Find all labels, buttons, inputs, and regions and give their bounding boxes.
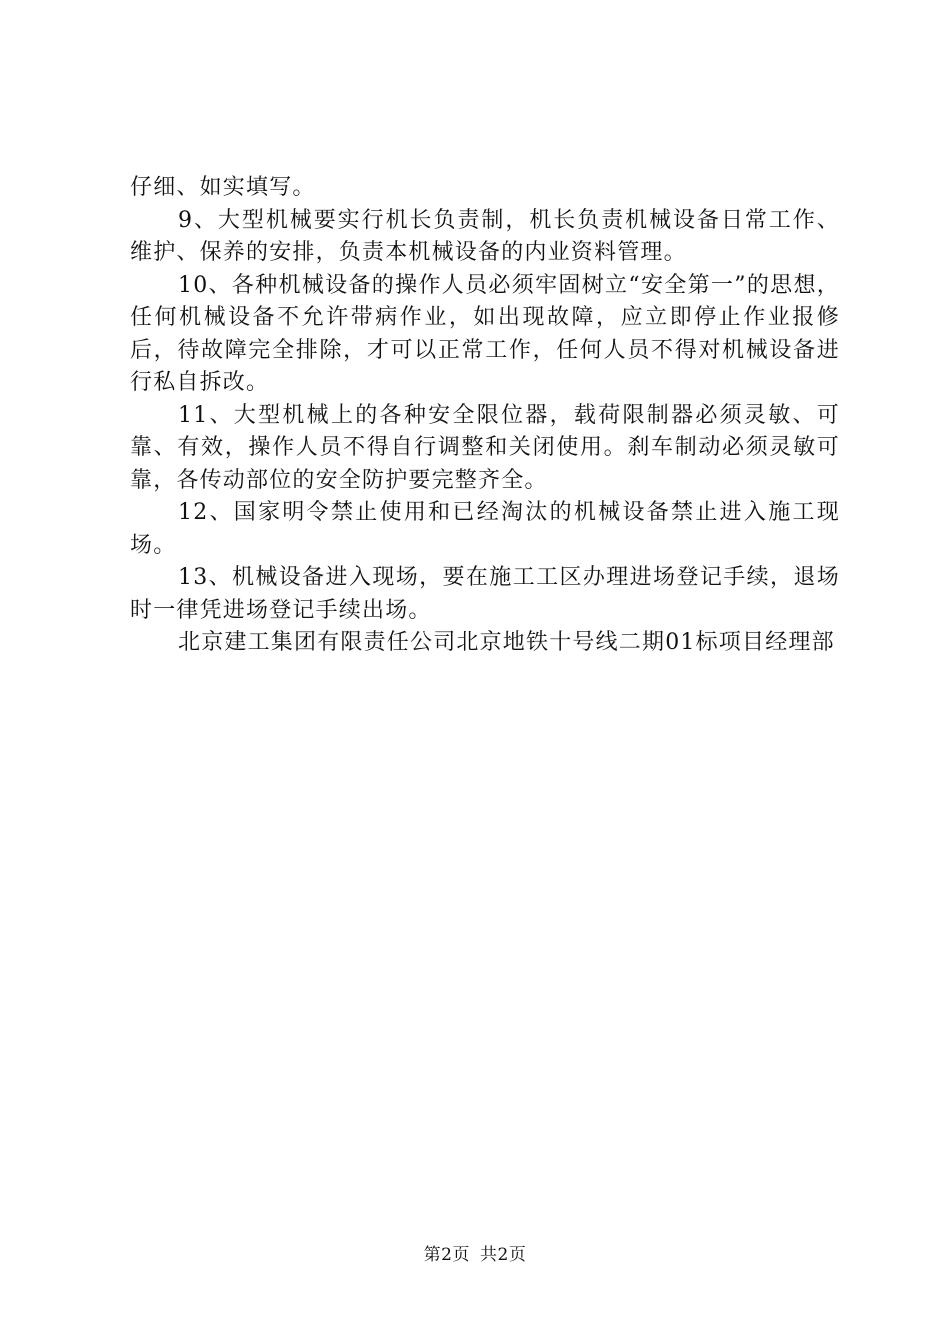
paragraph-item-10: 10、各种机械设备的操作人员必须牢固树立“安全第一”的思想，任何机械设备不允许带病作业，如出现故障，应立即停止作业报修后，待故障完全排除，才可以正常工作，任何人员不得对机械设备进行私自拆改。: [130, 272, 840, 395]
page-footer: [0, 1240, 950, 1265]
document-body: [130, 172, 840, 660]
paragraph-signature: 北京建工集团有限责任公司北京地铁十号线二期01标项目经理部: [178, 630, 835, 655]
page-number-total: 共2页: [480, 1245, 527, 1265]
paragraph-item-9: 9、大型机械要实行机长负责制，机长负责机械设备日常工作、维护、保养的安排，负责本机械设备的内业资料管理。: [130, 207, 840, 265]
paragraph-item-11: 11、大型机械上的各种安全限位器，载荷限制器必须灵敏、可靠、有效，操作人员不得自行调整和关闭使用。刹车制动必须灵敏可靠，各传动部位的安全防护要完整齐全。: [130, 402, 840, 493]
paragraph-item-12: 12、国家明令禁止使用和已经淘汰的机械设备禁止进入施工现场。: [130, 500, 840, 558]
page-number-current: 第2页: [423, 1245, 470, 1265]
paragraph-continuation: 仔细、如实填写。: [130, 175, 316, 200]
paragraph-item-13: 13、机械设备进入现场，要在施工工区办理进场登记手续，退场时一律凭进场登记手续出场。: [130, 565, 840, 623]
